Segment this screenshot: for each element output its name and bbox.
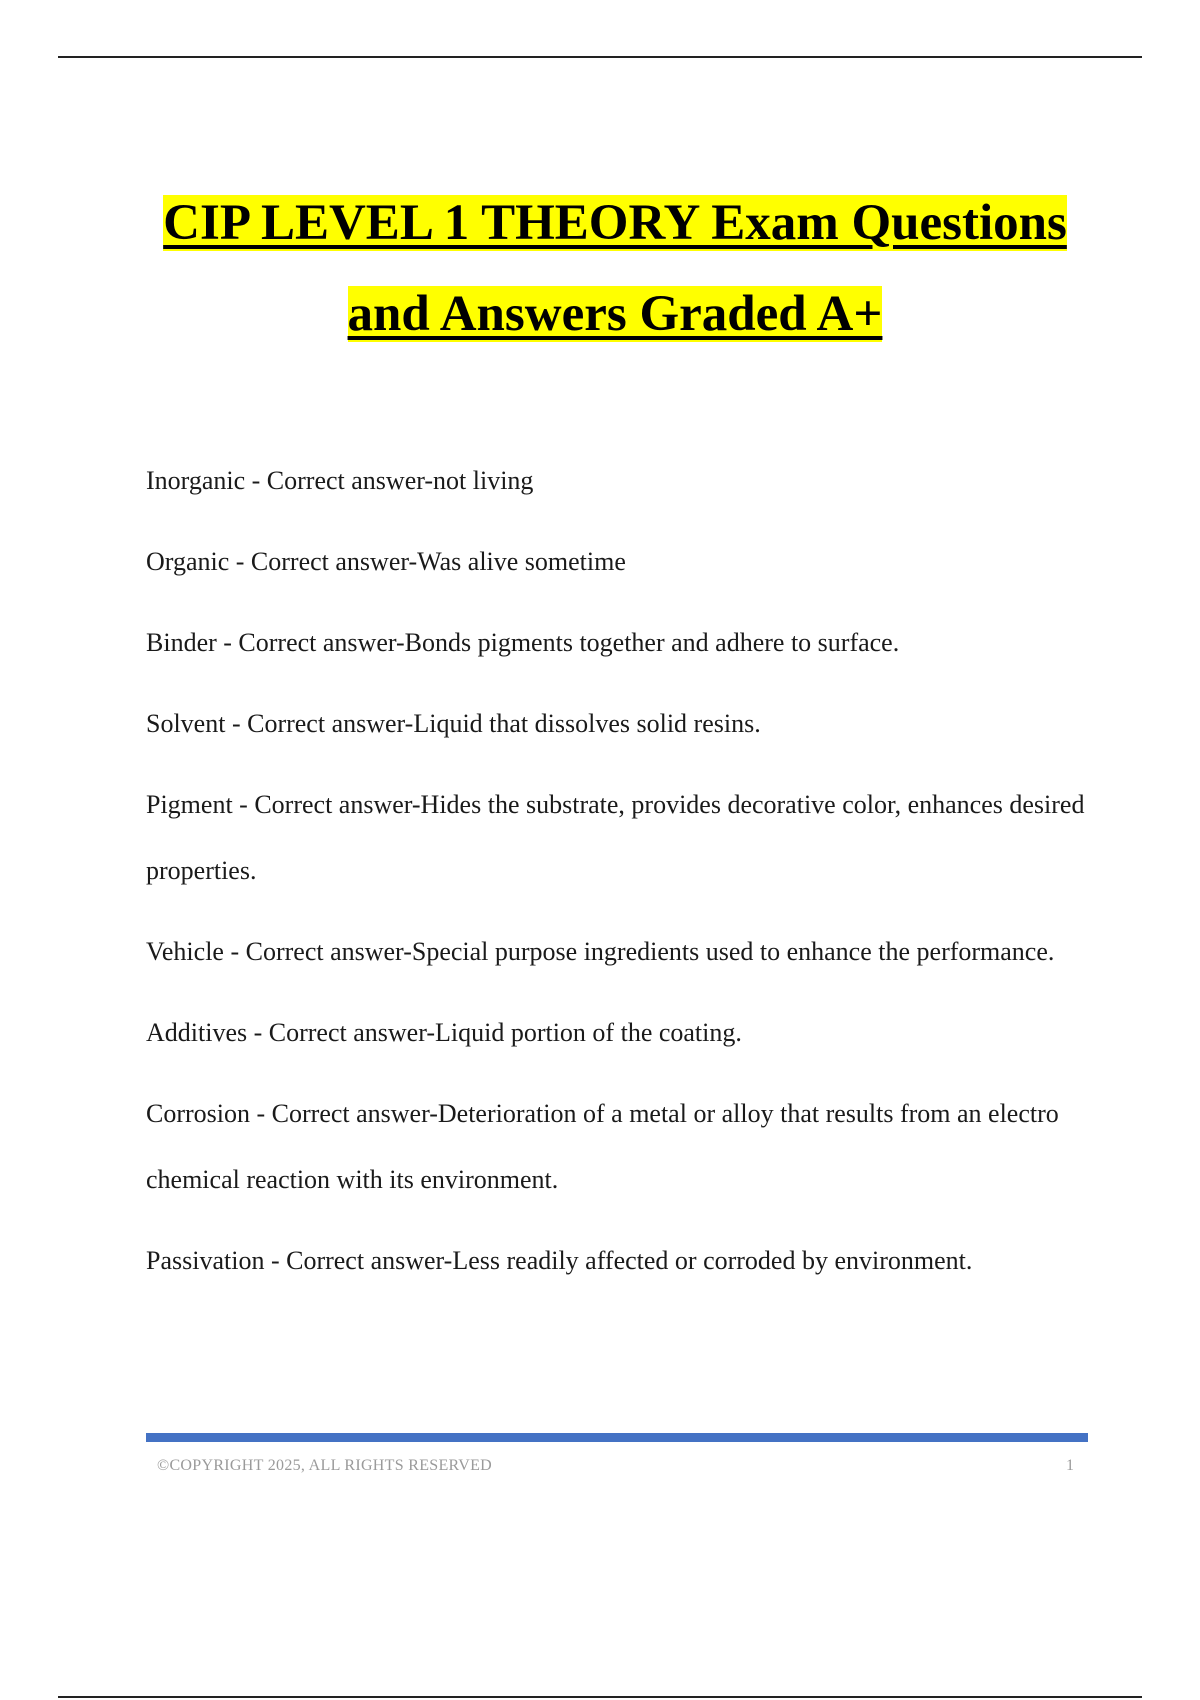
- page-title: [100, 178, 1130, 360]
- footer-accent-bar: [146, 1433, 1088, 1442]
- qa-item: Corrosion - Correct answer-Deterioration of a metal or alloy that results from an electro chemical reaction with its environment.: [146, 1099, 1059, 1194]
- top-rule: [58, 56, 1142, 58]
- qa-item: Binder - Correct answer-Bonds pigments together and adhere to surface.: [146, 628, 900, 657]
- qa-item: Additives - Correct answer-Liquid portion of the coating.: [146, 1018, 742, 1047]
- qa-item: Organic - Correct answer-Was alive sometime: [146, 547, 626, 576]
- qa-item: Pigment - Correct answer-Hides the substrate, provides decorative color, enhances desired properties.: [146, 790, 1085, 885]
- page-number: 1: [1066, 1457, 1074, 1474]
- title-line-1: CIP LEVEL 1 THEORY Exam Questions: [163, 195, 1067, 251]
- qa-list: [146, 448, 1096, 1309]
- footer-copyright: ©COPYRIGHT 2025, ALL RIGHTS RESERVED: [157, 1457, 493, 1474]
- qa-item: Solvent - Correct answer-Liquid that dissolves solid resins.: [146, 709, 761, 738]
- qa-item: Passivation - Correct answer-Less readily affected or corroded by environment.: [146, 1246, 973, 1275]
- title-line-2: and Answers Graded A+: [347, 286, 883, 342]
- bottom-rule: [58, 1696, 1142, 1698]
- qa-item: Vehicle - Correct answer-Special purpose ingredients used to enhance the performance.: [146, 937, 1055, 966]
- qa-item: Inorganic - Correct answer-not living: [146, 466, 534, 495]
